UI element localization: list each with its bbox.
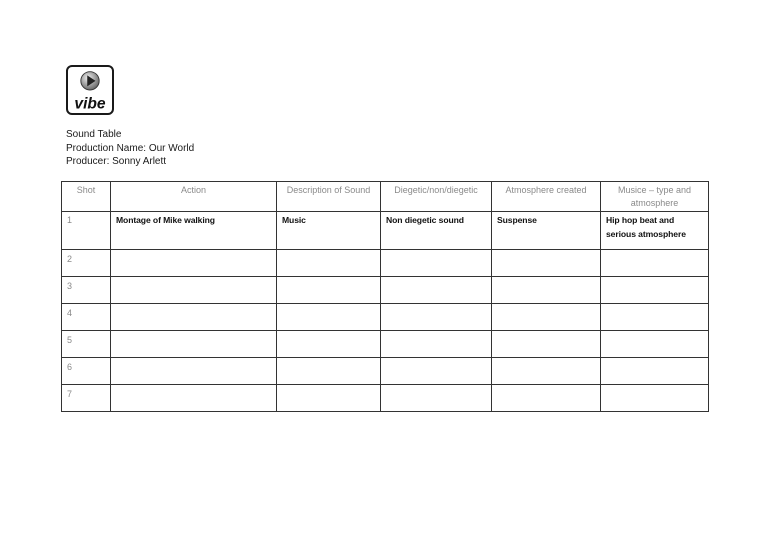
cell-music bbox=[601, 385, 709, 412]
cell-atmosphere bbox=[492, 304, 601, 331]
cell-shot: 4 bbox=[62, 304, 111, 331]
cell-action bbox=[111, 304, 277, 331]
cell-music bbox=[601, 277, 709, 304]
header-shot: Shot bbox=[62, 182, 111, 212]
cell-music bbox=[601, 331, 709, 358]
sound-table bbox=[61, 181, 709, 412]
cell-atmosphere bbox=[492, 250, 601, 277]
cell-shot: 6 bbox=[62, 358, 111, 385]
cell-description bbox=[277, 304, 381, 331]
cell-diegetic bbox=[381, 277, 492, 304]
cell-music: Hip hop beat and serious atmosphere bbox=[601, 212, 709, 250]
cell-shot: 5 bbox=[62, 331, 111, 358]
cell-diegetic bbox=[381, 358, 492, 385]
cell-diegetic bbox=[381, 385, 492, 412]
cell-action bbox=[111, 385, 277, 412]
table-row bbox=[62, 385, 709, 412]
header-action: Action bbox=[111, 182, 277, 212]
table-row bbox=[62, 212, 709, 250]
table-header-row bbox=[62, 182, 709, 212]
cell-diegetic: Non diegetic sound bbox=[381, 212, 492, 250]
cell-atmosphere: Suspense bbox=[492, 212, 601, 250]
header-diegetic: Diegetic/non/diegetic bbox=[381, 182, 492, 212]
cell-music bbox=[601, 304, 709, 331]
cell-diegetic bbox=[381, 250, 492, 277]
cell-description bbox=[277, 250, 381, 277]
cell-action bbox=[111, 250, 277, 277]
cell-music bbox=[601, 250, 709, 277]
cell-atmosphere bbox=[492, 385, 601, 412]
cell-description bbox=[277, 331, 381, 358]
cell-music bbox=[601, 358, 709, 385]
logo-text: vibe bbox=[74, 95, 106, 113]
cell-atmosphere bbox=[492, 331, 601, 358]
cell-atmosphere bbox=[492, 358, 601, 385]
table-row bbox=[62, 358, 709, 385]
play-logo-icon bbox=[68, 67, 112, 113]
cell-action: Montage of Mike walking bbox=[111, 212, 277, 250]
cell-description bbox=[277, 385, 381, 412]
cell-diegetic bbox=[381, 304, 492, 331]
header-description: Description of Sound bbox=[277, 182, 381, 212]
document-header bbox=[66, 128, 194, 169]
table-row bbox=[62, 277, 709, 304]
cell-description bbox=[277, 277, 381, 304]
cell-shot: 7 bbox=[62, 385, 111, 412]
production-name: Production Name: Our World bbox=[66, 142, 195, 154]
cell-action bbox=[111, 277, 277, 304]
producer-name: Producer: Sonny Arlett bbox=[66, 156, 167, 167]
table-row bbox=[62, 250, 709, 277]
header-atmosphere: Atmosphere created bbox=[492, 182, 601, 212]
cell-description: Music bbox=[277, 212, 381, 250]
table-row bbox=[62, 331, 709, 358]
document-title: Sound Table bbox=[66, 129, 122, 140]
cell-action bbox=[111, 331, 277, 358]
cell-atmosphere bbox=[492, 277, 601, 304]
cell-shot: 1 bbox=[62, 212, 111, 250]
cell-action bbox=[111, 358, 277, 385]
cell-diegetic bbox=[381, 331, 492, 358]
header-music: Musice – type and atmosphere bbox=[601, 182, 709, 212]
cell-shot: 3 bbox=[62, 277, 111, 304]
cell-shot: 2 bbox=[62, 250, 111, 277]
table-row bbox=[62, 304, 709, 331]
cell-description bbox=[277, 358, 381, 385]
vibe-logo bbox=[66, 65, 114, 115]
